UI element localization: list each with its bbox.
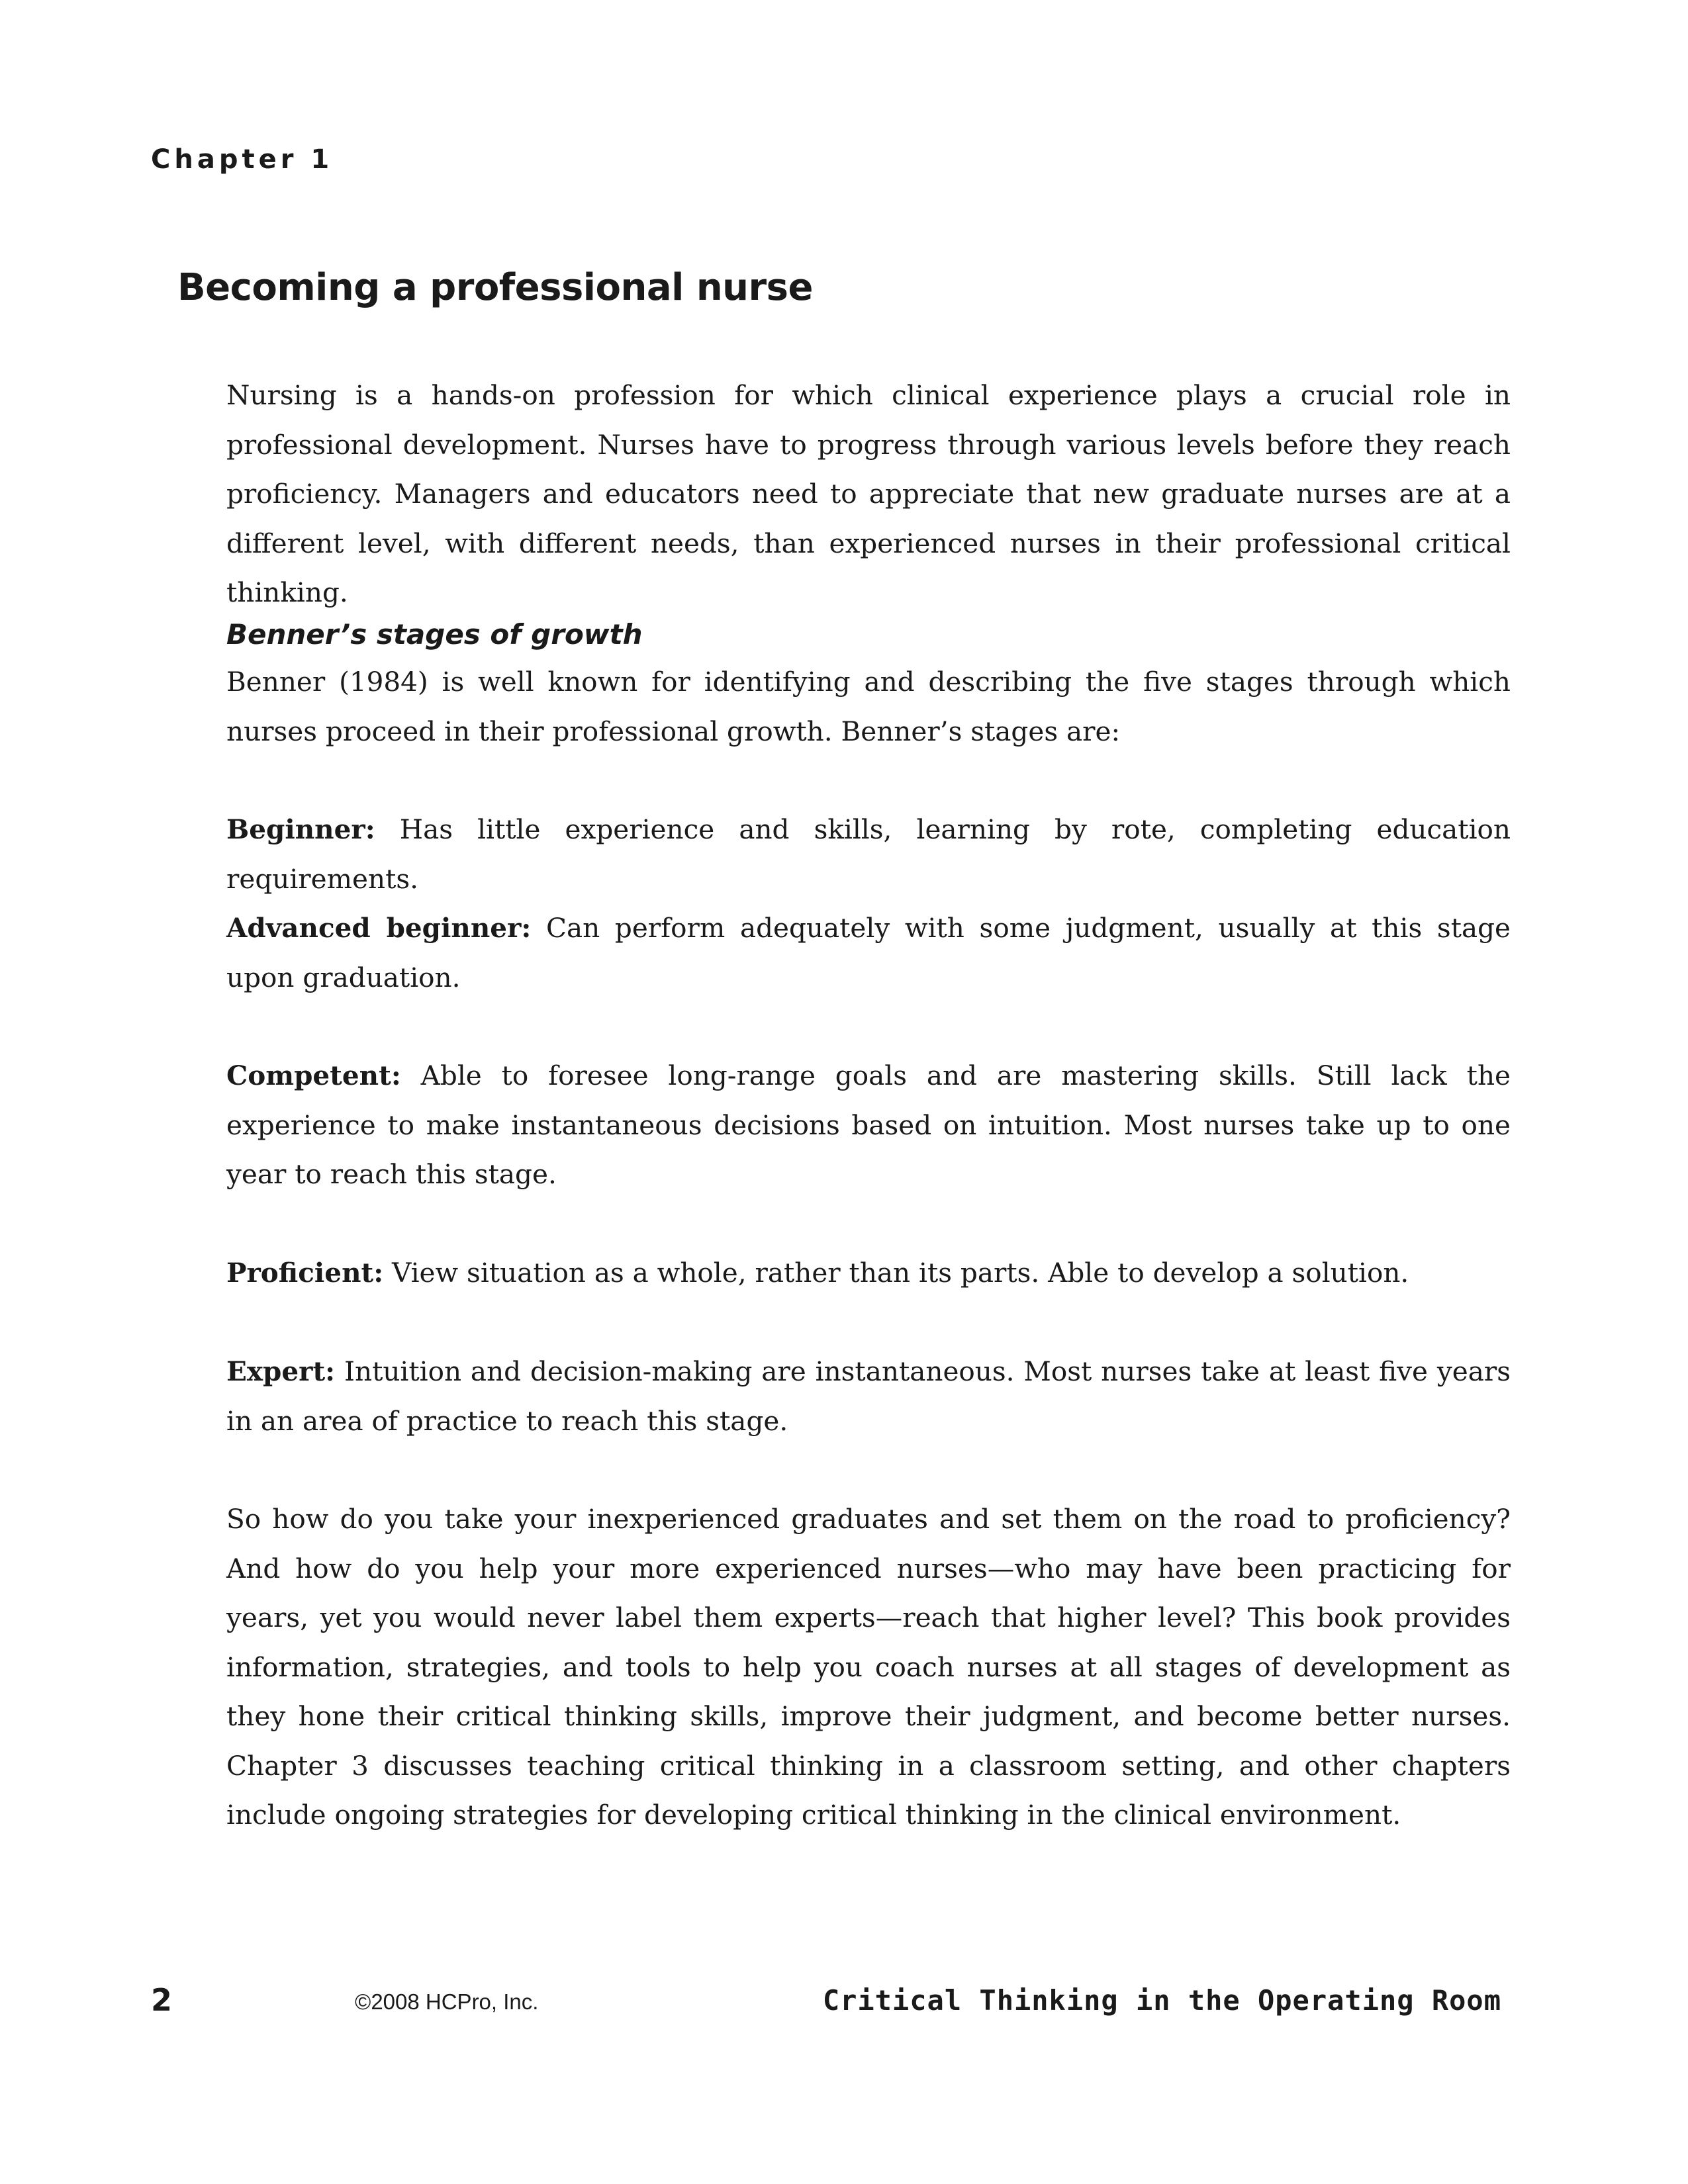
stage-description: Has little experience and skills, learning by rote, completing education requirements. (226, 813, 1511, 895)
stage-advanced-beginner (226, 903, 1511, 1002)
stage-term: Proficient: (226, 1257, 384, 1289)
section-lead-paragraph: Benner (1984) is well known for identifying and describing the five stages through which nurses proceed in their professional growth. Benner’s stages are: (226, 666, 1511, 747)
chapter-label: Chapter 1 (151, 144, 334, 175)
page-number: 2 (151, 1982, 173, 2018)
stage-term: Advanced beginner: (226, 912, 532, 944)
section-heading: Benner’s stages of growth (226, 618, 643, 651)
stage-expert (226, 1347, 1511, 1445)
stage-description: Intuition and decision-making are instantaneous. Most nurses take at least five years in an area of practice to reach this stage. (226, 1355, 1511, 1437)
stage-beginner (226, 805, 1511, 903)
stage-term: Beginner: (226, 813, 375, 845)
book-title: Critical Thinking in the Operating Room (822, 1984, 1501, 2017)
stage-proficient (226, 1248, 1511, 1298)
stage-description: Able to foresee long-range goals and are mastering skills. Still lack the experience to make instantaneous decisions based on intuition. Most nurses take up to one year to reach this stage. (226, 1060, 1511, 1190)
stage-term: Expert: (226, 1355, 336, 1387)
stage-description: Can perform adequately with some judgment, usually at this stage upon graduation. (226, 912, 1511, 993)
stage-description: View situation as a whole, rather than its parts. Able to develop a solution. (392, 1257, 1409, 1289)
stage-competent (226, 1051, 1511, 1199)
stage-term: Competent: (226, 1060, 401, 1091)
intro-paragraph: Nursing is a hands-on profession for which clinical experience plays a crucial role in professional development. Nurses have to progress through various levels before they reach proficiency. Managers and educators need to appreciate that new graduate nurses are at a different level, with different needs, than experienced nurses in their professional critical thinking. (226, 379, 1511, 608)
copyright-notice: ©2008 HCPro, Inc. (355, 1989, 539, 2014)
closing-paragraph: So how do you take your inexperienced graduates and set them on the road to proficiency? And how do you help your more experienced nurses—who may have been practicing for years, yet you would never label them experts—reach that higher level? This book provides information, strategies, and tools to help you coach nurses at all stages of development as they hone their critical thinking skills, improve their judgment, and become better nurses. Chapter 3 discusses teaching critical thinking in a classroom setting, and other chapters include ongoing strategies for developing critical thinking in the clinical environment. (226, 1503, 1511, 1831)
chapter-title: Becoming a professional nurse (177, 266, 813, 309)
